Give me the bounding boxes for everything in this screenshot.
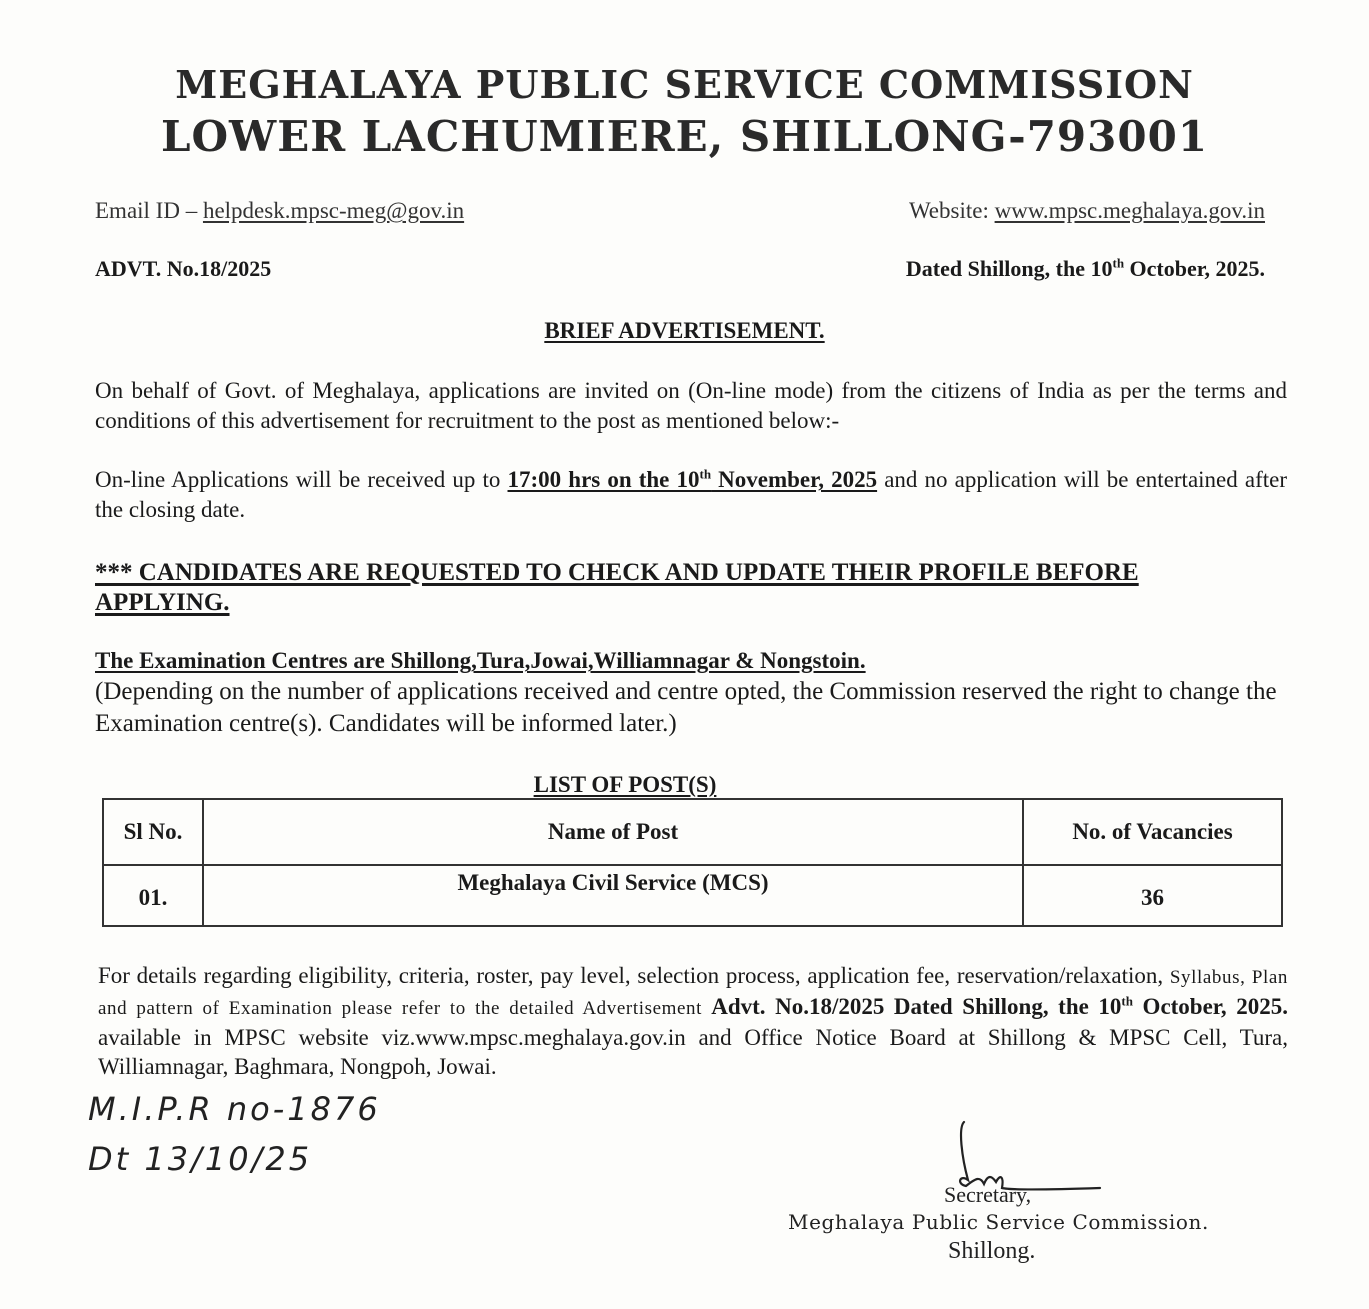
table-header-row <box>103 799 1282 865</box>
table-row <box>103 865 1282 926</box>
website-link[interactable]: www.mpsc.meghalaya.gov.in <box>994 198 1265 223</box>
email-link[interactable]: helpdesk.mpsc-meg@gov.in <box>202 198 465 223</box>
details-paragraph: For details regarding eligibility, criteria, roster, pay level, selection process, application fee, reservation/relaxation, Syllabus, Plan and pattern of Examination please refer to the detailed Advertisement Advt. No.18/2025 Dated Shillong, the 10th October, 2025. available in MPSC website viz.www.mpsc.meghalaya.gov.in and Office Notice Board at Shillong & MPSC Cell, Tura, Williamnagar, Baghmara, Nongpoh, Jowai. <box>98 963 1288 1079</box>
profile-update-notice: *** CANDIDATES ARE REQUESTED TO CHECK AND UPDATE THEIR PROFILE BEFORE APPLYING. <box>95 559 1139 616</box>
email-label: Email ID – <box>95 198 203 223</box>
exam-centres-note: (Depending on the number of applications received and centre opted, the Commission reserved the right to change the Examination centre(s). Candidates will be informed later.) <box>95 678 1277 737</box>
advt-number: ADVT. No.18/2025 <box>95 256 272 281</box>
advt-date: Dated Shillong, the 10th October, 2025. <box>905 255 1265 281</box>
cell-vacancies: 36 <box>1023 865 1282 926</box>
deadline-paragraph: On-line Applications will be received up to 17:00 hrs on the 10th November, 2025 and no application will be entertained after the closing date. <box>95 466 1287 522</box>
intro-paragraph: On behalf of Govt. of Meghalaya, applications are invited on (On-line mode) from the citizens of India as per the terms and conditions of this advertisement for recruitment to the post as mentioned below:- <box>95 378 1287 433</box>
column-header-sl-no: Sl No. <box>103 799 203 865</box>
posts-table <box>102 798 1283 927</box>
website-line <box>909 198 1265 224</box>
signatory-organisation: Meghalaya Public Service Commission. <box>788 1210 1209 1234</box>
website-label: Website: <box>908 198 995 223</box>
column-header-vacancies: No. of Vacancies <box>1023 799 1282 865</box>
signatory-place: Shillong. <box>948 1238 1036 1264</box>
exam-centres-heading: The Examination Centres are Shillong,Tura,Jowai,Williamnagar & Nongstoin. <box>95 648 866 673</box>
handwritten-reference: M.I.P.R no-1876 <box>88 1090 381 1128</box>
column-header-post-name: Name of Post <box>203 799 1023 865</box>
signatory-designation: Secretary, <box>944 1182 1032 1207</box>
deadline-highlight: 17:00 hrs on the 10th November, 2025 <box>507 466 878 492</box>
org-address-heading: LOWER LACHUMIERE, SHILLONG-793001 <box>160 112 1209 161</box>
document-title: BRIEF ADVERTISEMENT. <box>544 318 825 343</box>
email-line <box>95 198 464 224</box>
exam-centres-section <box>95 646 1287 740</box>
org-name-heading: MEGHALAYA PUBLIC SERVICE COMMISSION <box>175 62 1194 107</box>
posts-table-title: LIST OF POST(S) <box>533 772 717 797</box>
cell-post-name: Meghalaya Civil Service (MCS) <box>203 865 1023 926</box>
cell-sl-no: 01. <box>103 865 203 926</box>
handwritten-date: Dt 13/10/25 <box>88 1140 313 1178</box>
